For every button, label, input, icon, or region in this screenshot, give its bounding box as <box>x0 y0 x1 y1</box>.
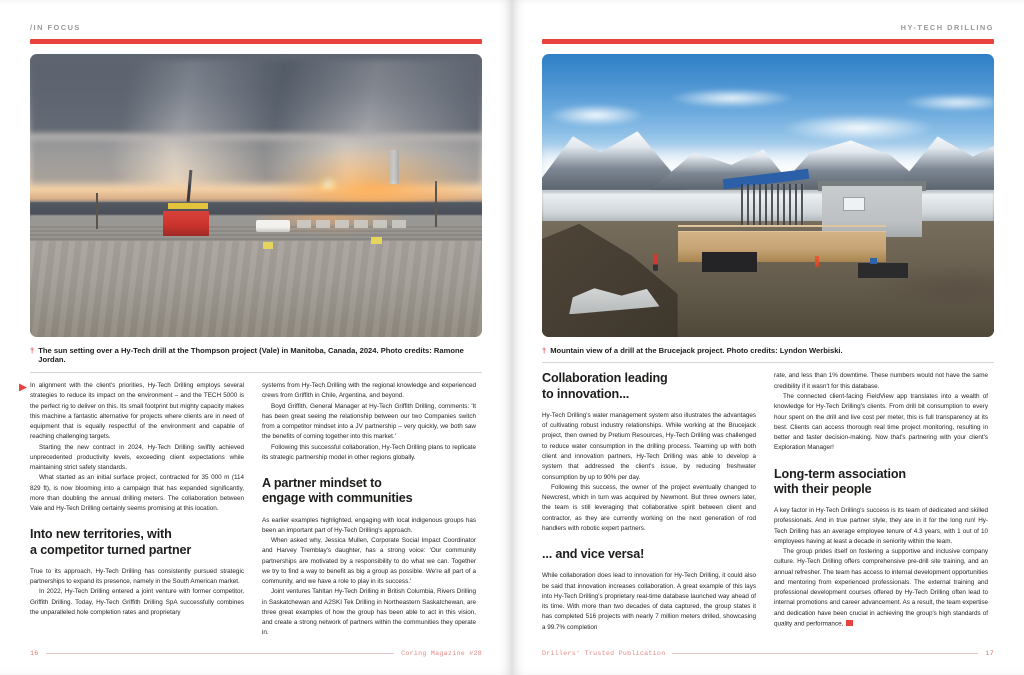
paragraph: Hy-Tech Drilling's water management system also illustrates the advantages of cultivating robust industry relationships. While working at the Brucejack project, then owned by Pretium Resources, Hy-Tech Drilling was challenged to reduce water consumption in the drilling process. Teaming up with both client and innovation partners, Hy-Tech Drilling was able to develop a system that addressed the client's issue, by reducing freshwater consumption by up to 90% per day. <box>542 411 756 481</box>
smoke-stack <box>389 150 399 184</box>
heading-line: engage with communities <box>262 491 413 506</box>
paragraph: A key factor in Hy-Tech Drilling's success is its team of dedicated and skilled professionals. And in true partner style, they are in it for the long run! Hy-Tech Drilling has an average employee tenure of 4.3 years, with 1 out of 10 employees having at least a decade in seniority within the team. <box>774 507 988 545</box>
column-4 <box>774 371 988 629</box>
drill-mast <box>187 170 193 202</box>
caption-left <box>30 337 482 373</box>
paragraph: Joint ventures Tahltan Hy-Tech Drilling in British Columbia, Rivers Drilling in Saskatchewan and A2SKI Tek Drilling in Northeastern Saskatchewan, are three great examples of how the group has been able to act in this vision, and create a strong network of partners within the communities they operate in. <box>262 588 476 637</box>
column-1 <box>30 381 244 639</box>
blue-drum <box>870 258 877 264</box>
utility-pole-right <box>435 181 437 227</box>
section-heading <box>262 476 476 506</box>
paragraph: systems from Hy-Tech Drilling with the regional knowledge and experienced crews from Griffith in Chile, Argentina, and beyond. <box>262 381 476 400</box>
right-page <box>512 0 1024 675</box>
column-3 <box>542 371 756 629</box>
equipment-crate <box>702 252 756 272</box>
column-2 <box>262 381 476 639</box>
paragraph: Boyd Griffith, General Manager at Hy-Tech Griffith Drilling, comments: 'It has been great seeing the relationship between our two Companies switch from a competitor mindset into a JV partnership – very quickly, we both saw the benefits of coming together into this market.' <box>262 402 476 441</box>
caption-right <box>542 337 994 363</box>
heading-line: to innovation... <box>542 386 630 401</box>
lead-triangle-icon <box>19 383 27 391</box>
paragraph: In 2022, Hy-Tech Drilling entered a joint venture with former competitor, Griffith Drilling. Today, Hy-Tech Griffith Drilling SpA successfully combines the unparalleled hole completion rates and proprietary <box>30 588 244 616</box>
heading-line: Collaboration leading <box>542 371 668 386</box>
section-heading <box>30 527 244 557</box>
paragraph: Following this success, the owner of the project eventually changed to Newcrest, which in turn was acquired by Newmont. But three owners later, the team is still leveraging that collaborative spirit between client and contractor, as they are currently working on the next generation of rod handlers with robotic expert partners. <box>542 483 756 532</box>
paragraph-text: The group prides itself on fostering a supportive and inclusive company culture. Hy-Tech Drilling offers comprehensive pre-drill site training, and an annual refresher. The team has access to internal development opportunities and mentoring from experienced professionals. The external training and professional development courses offered by Hy-Tech Drilling often lead to internal promotions and career advancement. As a result, the team expertise and dedication have been crucial in achieving the group's high standards of quality and performance, <box>774 548 988 628</box>
equipment-crate <box>858 263 908 277</box>
footer-rule <box>46 653 395 654</box>
page-number: 17 <box>985 650 994 657</box>
worker-figure <box>653 254 658 271</box>
utility-pole-left <box>96 193 98 229</box>
deck-railing <box>678 225 886 227</box>
sunset-drill-site-photo <box>30 54 482 337</box>
paragraph-with-end-mark <box>774 547 988 630</box>
paragraph: Starting the new contract in 2024, Hy-Tech Drilling swiftly achieved unprecedented productivity levels, exceeding client expectations while maintaining strict safety standards. <box>30 443 244 472</box>
paragraph: While collaboration does lead to innovation for Hy-Tech Drilling, it could also be said that innovation increases collaboration. A great example of this lays into Hy-Tech Drilling's proprietary real-time database launched way ahead of its time. With more than two decades of data captured, the group states it has completed 516 projects with nearly 7 million meters drilled, showcasing a 99.7% completion <box>542 572 756 631</box>
footer-text: Coring Magazine #28 <box>401 650 482 657</box>
heading-line: a competitor turned partner <box>30 542 192 557</box>
caption-text: The sun setting over a Hy-Tech drill at the Thompson project (Vale) in Manitoba, Canada, 2024. Photo credits: Ramone Jordan. <box>38 346 464 365</box>
gravel-pad <box>30 241 482 337</box>
drill-rig-canopy <box>168 203 208 209</box>
paragraph: rate, and less than 1% downtime. These numbers would not have the same credibility if it wasn't for this database. <box>774 372 988 390</box>
pickup-truck <box>256 220 290 232</box>
heading-line: Into new territories, with <box>30 527 172 542</box>
end-of-article-square-icon <box>846 620 853 627</box>
footer-text: Drillers' Trusted Publication <box>542 650 666 657</box>
site-sign-b <box>371 237 382 244</box>
paragraph: When asked why, Jessica Mullen, Corporate Social Impact Coordinator and Harvey Tremblay's daughter, has a strong voice: 'Our community partnerships are motivated by a responsibility to do what we can. Together we try to find a way to benefit as big a group as possible. We're all part of a community, and we have a role to play in its success.' <box>262 537 476 586</box>
paragraph: The connected client-facing FieldView app translates into a wealth of knowledge for Hy-Tech Drilling's clients. From drill bit consumption to every hour spent on the drill and live cost per meter, this is full transparency at its best. Clients can access thorough real time project monitoring, resulting in better and faster decision-making. Now that's partnering with your client's Exploration Manager! <box>774 393 988 452</box>
shed-window <box>843 197 866 211</box>
paragraph: As earlier examples highlighted, engaging with local indigenous groups has been an important part of Hy-Tech Drilling's approach. <box>262 516 476 534</box>
mountain-drill-site-photo <box>542 54 994 337</box>
section-heading <box>774 467 988 497</box>
paragraph: True to its approach, Hy-Tech Drilling has consistently pursued strategic partnerships to expand its presence, namely in the South American market. <box>30 567 244 586</box>
paragraph: Following this successful collaboration, Hy-Tech Drilling plans to replicate its strategic partnership model in other regions globally. <box>262 443 476 461</box>
footer-left <box>30 650 482 657</box>
drill-rig-body <box>163 211 209 236</box>
body-columns-left <box>30 381 482 639</box>
section-heading <box>542 371 756 401</box>
paragraph: What started as an initial surface project, contracted for 35 000 m (114 829 ft), is now blooming into a campaign that has expanded significantly, more than doubling the annual drilling meters. The collaboration between Vale and Hy-Tech Drilling certainly seems promising at this location. <box>30 474 244 513</box>
body-columns-right <box>542 371 994 629</box>
footer-right <box>542 650 994 657</box>
heading-line: Long-term association <box>774 466 906 481</box>
caption-dagger-icon: † <box>30 346 35 355</box>
heading-line: with their people <box>774 481 872 496</box>
concrete-barriers <box>297 220 407 228</box>
header-rule-left <box>30 39 482 44</box>
caption-text: Mountain view of a drill at the Brucejack project. Photo credits: Lyndon Werbiski. <box>550 346 843 355</box>
page-number: 16 <box>30 650 39 657</box>
heading-line: A partner mindset to <box>262 476 382 491</box>
section-heading: ... and vice versa! <box>542 547 645 562</box>
site-sign-a <box>263 242 273 249</box>
running-head-right: HY-TECH DRILLING <box>900 23 994 32</box>
drill-rig-structure <box>741 184 804 226</box>
equipment-shed <box>822 186 921 237</box>
paragraph: In alignment with the client's priorities, Hy-Tech Drilling employs several strategies to reduce its impact on the environment – and the TECH 5000 is the perfect rig to deliver on this. Its small footprint but mighty capacity makes this machine a fantastic alternative for projects where clients are in need of equipment that is equally respectful of the environment and capable of reaching challenging targets. <box>30 381 244 441</box>
sun-glow <box>315 177 341 190</box>
caption-dagger-icon: † <box>542 346 547 355</box>
footer-rule <box>672 653 978 654</box>
header-rule-right <box>542 39 994 44</box>
running-head-left: /IN FOCUS <box>30 23 81 32</box>
safety-cone <box>815 256 819 267</box>
